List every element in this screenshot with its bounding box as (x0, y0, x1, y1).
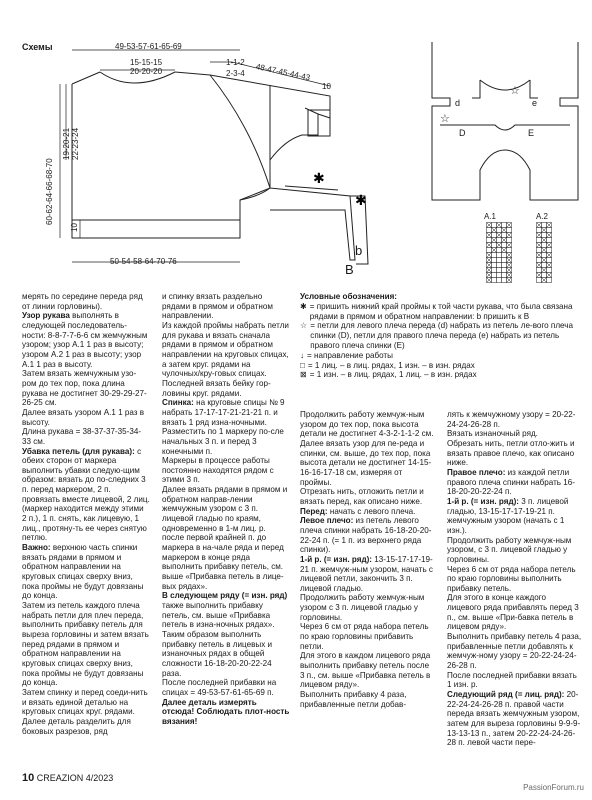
chart-cell (497, 248, 502, 253)
legend-symbol-icon: ⊠ (300, 370, 307, 380)
paragraph: Для этого в конце каждого лицевого ряда прибавлять перед 3 п., см. выше «При-бавка петель в лицевом ряду». (447, 593, 579, 632)
chart-cell (547, 278, 552, 283)
chart-cell (537, 268, 542, 273)
chart-cell (502, 243, 507, 248)
legend-symbol-icon: □ (300, 360, 305, 370)
paragraph: Продолжить работу жемчуж-ным узором до тех пор, пока высота детали не достигнет 4-3-2-1-1-2 см. (300, 410, 434, 439)
bold-lead: Левое плечо: (300, 516, 354, 526)
bold-lead: Важно: (22, 543, 51, 553)
paragraph: Через 6 см от ряда набора петель по краю горловины выполнить прибавку петель. (447, 564, 576, 593)
chart-a1-label: A.1 (484, 212, 497, 221)
chart-cell (502, 273, 507, 278)
chart-cell (537, 258, 542, 263)
chart-cell (492, 268, 497, 273)
label-e: e (532, 98, 538, 108)
paragraph: лять к жемчужному узору = 20-22-24-24-26-28 п. (447, 410, 576, 429)
bold-lead: 1-й р. (= изн. ряд): (447, 496, 520, 506)
chart-cell (497, 278, 502, 283)
bold-lead: Спинка: (162, 398, 194, 408)
paragraph: Длина рукава = 38-37-37-35-34-33 см. (22, 427, 142, 446)
legend-text: = пришить нижний край проймы к той части рукава, что была связана рядами в прямом и обратном направлении: b пришить к B (309, 301, 573, 321)
legend-symbol-icon: ☆ (300, 321, 308, 331)
legend-text: = 1 лиц. – в лиц. рядах, 1 изн. – в изн. рядах (307, 360, 475, 370)
paragraph: Отрезать нить, отложить петли и вязать перед, как описано ниже. (300, 487, 424, 506)
label-d: d (455, 98, 461, 108)
legend-item (300, 361, 590, 371)
chart-cell (537, 278, 542, 283)
label-E: E (528, 128, 535, 138)
chart-cell (487, 228, 492, 233)
paragraph: Спинка: на круговые спицы № 9 набрать 17-17-17-21-21-21 п. и вязать 1 ряд изна-ночными. (162, 398, 285, 427)
dim-shoulder-2: 2-3-4 (226, 69, 245, 78)
chart-cell (502, 268, 507, 273)
paragraph: Затем спинку и перед соеди-нить и вязать единой деталью на круговых спицах круг. рядами. (22, 687, 148, 717)
legend-title: Условные обозначения: (300, 292, 398, 301)
label-b: b (355, 243, 363, 258)
star-marker-2: ✱ (355, 192, 367, 208)
paragraph: и спинку вязать раздельно рядами в прямом и обратном направлении. (162, 292, 273, 321)
chart-a1-grid (486, 222, 516, 284)
chart-cell (497, 238, 502, 243)
chart-cell (497, 273, 502, 278)
star-outline-1: ☆ (440, 113, 450, 125)
bold-lead: 1-й р. (= изн. ряд): (300, 554, 373, 564)
star-marker: ✱ (313, 170, 325, 186)
chart-cell (547, 248, 552, 253)
chart-cell (487, 238, 492, 243)
paragraph: Через 6 см от ряда набора петель по краю горловины прибавить петли. (300, 622, 429, 651)
paragraph: Таким образом выполнить прибавку петель в лицевых и изнаночных рядах в общей сложности 16-18-20-20-22-24 раза. (162, 629, 273, 678)
chart-cell (542, 233, 547, 238)
paragraph: Далее вязать узор для пе-реда и спинки, см. выше, до тех пор, пока высота детали не достигнет 14-15-16-16-17-18 см, измеряя от проймы. (300, 438, 432, 487)
chart-cell (502, 263, 507, 268)
legend-symbol-icon: ✱ (300, 301, 307, 311)
chart-cell (492, 233, 497, 238)
schemes-title: Схемы (22, 42, 53, 52)
bold-lead: Следующий ряд (= лиц. ряд): (447, 690, 565, 700)
chart-cell (492, 273, 497, 278)
paragraph: Далее вязать узором А.1 1 раз в высоту. (22, 407, 145, 427)
chart-cell (502, 278, 507, 283)
chart-cell (502, 258, 507, 263)
paragraph: 1-й р. (= изн. ряд): 3 п. лицевой гладью, 13-15-17-17-19-21 п. жемчужным узором (начать с 1 изн.). (447, 496, 569, 535)
paragraph: 1-й р. (= изн. ряд): 13-15-17-17-19-21 п. жемчуж-ным узором, начать с лицевой петли, закончить 3 п. лицевой гладью. (300, 554, 433, 593)
paragraph: Разместить по 1 маркеру по-сле начальных 3 п. и перед 3 конечными п. (162, 427, 284, 456)
legend-text: = 1 изн. – в лиц. рядах, 1 лиц. – в изн. рядах (309, 370, 477, 380)
chart-cell (492, 258, 497, 263)
paragraph: Затем из петель каждого плеча набрать петли для плеч переда, выполнить прибавку петель для выреза горловины и затем вязать перед рядами в прямом и обратном направлении на круговых спицах сверху вниз, пока проймы не будут довязаны до конца. (22, 601, 149, 688)
paragraph: Маркеры в процессе работы постоянно находятся рядом с этими 3 п. (162, 456, 274, 485)
paragraph: Из каждой проймы набрать петли для рукава и вязать сначала рядами в прямом и обратном направлении на круговых спицах, а затем круг. рядами на чулочных/кру-говых спицах. (162, 320, 289, 379)
chart-cell (497, 263, 502, 268)
chart-cell (542, 273, 547, 278)
paragraph: Правое плечо: из каждой петли правого плеча спинки набрать 16-18-20-20-22-24 п. (447, 467, 575, 497)
footer (22, 772, 113, 784)
paragraph: Обрезать нить, петли отло-жить и вязать правое плечо, как описано ниже. (447, 438, 575, 468)
chart-cell (547, 258, 552, 263)
chart-cell (497, 253, 502, 258)
paragraph: Перед: начать с левого плеча. (300, 506, 416, 516)
dim-body-length: 60-62-64-66-68-70 (45, 158, 54, 225)
paragraph: Последней вязать бейку гор-ловины круг. рядами. (162, 378, 271, 398)
legend-item (300, 302, 590, 322)
chart-cell (502, 253, 507, 258)
legend-text: = направление работы (307, 350, 393, 360)
bold-lead: Узор рукава (22, 311, 70, 321)
chart-cell (502, 223, 507, 228)
chart-cell (497, 258, 502, 263)
paragraph: Продолжить работу жемчуж-ным узором с 3 п. лицевой гладью у горловины. (300, 593, 425, 622)
paragraph: Далее вязать рядами в прямом и обратном направ-лении жемчужным узором с 3 п. лицевой гладью по краям, одновременно в 1-м лиц. р. после первой крайней п. до маркера в на-чале ряда и перед маркером в конце ряда выполнить прибавку петель, см. выше «Прибавка петель в лице-вых рядах». (162, 485, 288, 591)
dim-neck-2: 20-20-20 (130, 67, 163, 76)
paragraph: Вязать изнаночный ряд. (447, 429, 538, 439)
paragraph: Выполнить прибавку 4 раза, прибавленные петли добав- (300, 690, 407, 709)
dim-top-width: 49-53-57-61-65-69 (115, 42, 182, 51)
chart-cell (502, 233, 507, 238)
chart-cell (542, 263, 547, 268)
bold-lead: Убавка петель (для рукава): (22, 446, 135, 456)
label-B: B (345, 262, 354, 277)
chart-cell (542, 223, 547, 228)
chart-a2-label: A.2 (536, 212, 549, 221)
dim-sleeve-length: 48-47-45-44-43 (255, 62, 311, 83)
chart-cell (492, 278, 497, 283)
dim-armhole-2: 22-23-24 (71, 127, 80, 160)
chart-cell (492, 223, 497, 228)
chart-cell (492, 253, 497, 258)
legend-item (300, 351, 590, 361)
chart-cell (537, 248, 542, 253)
paragraph: Для этого в каждом лицевого ряда выполнить прибавку петель после 3 п., см. выше «Прибавка петель в лицевом ряду». (300, 651, 431, 690)
chart-cell (547, 268, 552, 273)
star-outline-2: ☆ (510, 85, 520, 97)
paragraph: После последней прибавки на спицах = 49-53-57-61-65-69 п. (162, 678, 277, 697)
text-column-1 (22, 292, 150, 736)
label-D: D (459, 128, 466, 138)
chart-cell (487, 248, 492, 253)
legend-item (300, 370, 590, 380)
shoulder-diagram (420, 40, 592, 215)
chart-cell (507, 248, 512, 253)
page-number: 10 (22, 772, 35, 784)
paragraph: мерять по середине переда ряд от линии горловины). (22, 292, 143, 311)
paragraph: Затем вязать жемчужным узо-ром до тех пор, пока длина рукава не достигнет 30-29-29-27-26-25 см. (22, 369, 147, 408)
dim-cuff: 10 (322, 82, 331, 91)
paragraph: Важно: верхнюю часть спинки вязать рядами в прямом и обратном направлении на круговых спицах сверху вниз, пока проймы не будут довязаны до конца. (22, 543, 144, 601)
bold-lead: В следующем ряду (= изн. ряд) (162, 591, 288, 601)
dim-armhole-1: 19-20-21 (62, 127, 71, 160)
chart-cell (537, 238, 542, 243)
watermark: PassionForum.ru (523, 783, 584, 792)
paragraph: Выполнить прибавку петель 4 раза, прибавленные петли добавлять к жемчуж-ному узору = 20-22-24-24-26-28 п. (447, 632, 582, 671)
paragraph: В следующем ряду (= изн. ряд) также выполнить прибавку петель, см. выше «Прибавка петель в изна-ночных рядах». (162, 591, 288, 630)
paragraph: Убавка петель (для рукава): с обеих сторон от маркера выполнить убавки следую-щим образом: вязать до по-следних 3 п. перед маркером, 2 п. провязать вместе лицевой, 2 лиц. (маркер находится между этими 2 п.), 1 п. снять, как лицевую, 1 лиц., протяну-ть ее через снятую петлю. (22, 446, 150, 543)
paragraph: После последней прибавки вязать 1 изн. р. (447, 670, 577, 690)
paragraph: Левое плечо: из петель левого плеча спинки набрать 16-18-20-20-22-24 п. (= 1 п. из верхнего ряда спинки). (300, 516, 432, 555)
chart-cell (542, 253, 547, 258)
chart-cell (542, 243, 547, 248)
paragraph: Далее деталь разделить для боковых разрезов, ряд (22, 716, 131, 736)
bold-lead: Далее деталь измерять отсюда! Соблюдать плот-ность вязания! (162, 697, 290, 726)
dim-neck-1: 15-15-15 (130, 58, 163, 67)
chart-a2-grid (536, 222, 556, 284)
paragraph (162, 698, 290, 727)
chart-cell (497, 228, 502, 233)
chart-cell (507, 238, 512, 243)
text-column-2 (162, 292, 290, 727)
chart-cell (547, 228, 552, 233)
bold-lead: Правое плечо: (447, 467, 506, 477)
bold-lead: Перед: (300, 506, 328, 516)
chart-cell (492, 243, 497, 248)
chart-cell (537, 228, 542, 233)
legend-symbol-icon: ↓ (300, 350, 305, 360)
paragraph: Следующий ряд (= лиц. ряд): 20-22-24-24-26-28 п. правой части переда вязать жемчужным узором, затем для выреза горловины 9-9-9-13-13-13 п., затем 20-22-24-24-26-28 п. левой части пере- (447, 690, 581, 748)
legend-text: = петли для левого плеча переда (d) набрать из петель ле-вого плеча спинки (D), петли для правого плеча переда (e) набрать из петель правого плеча спинки (E) (310, 321, 573, 350)
paragraph: Узор рукава выполнять в следующей последователь-ности: 8-8-7-7-6-6 см жемчужным узором; узор А.1 1 раз в высоту; узором А.2 1 раз в высоту; узор А.1 1 раз в высоту. (22, 311, 148, 369)
paragraph: Продолжить работу жемчуж-ным узором, с 3 п. лицевой гладью у горловины. (447, 535, 572, 564)
chart-cell (497, 268, 502, 273)
chart-cell (547, 238, 552, 243)
legend (300, 292, 590, 380)
dim-bottom-width: 50-54-58-64-70-76 (110, 257, 177, 266)
dim-hem: 10 (70, 223, 79, 232)
legend-item (300, 321, 590, 350)
text-column-3 (300, 410, 435, 709)
dim-shoulder-1: 1-1-2 (226, 58, 245, 67)
magazine-name: CREAZION 4/2023 (36, 773, 114, 783)
chart-cell (492, 263, 497, 268)
chart-cell (507, 228, 512, 233)
text-column-4 (447, 410, 582, 748)
